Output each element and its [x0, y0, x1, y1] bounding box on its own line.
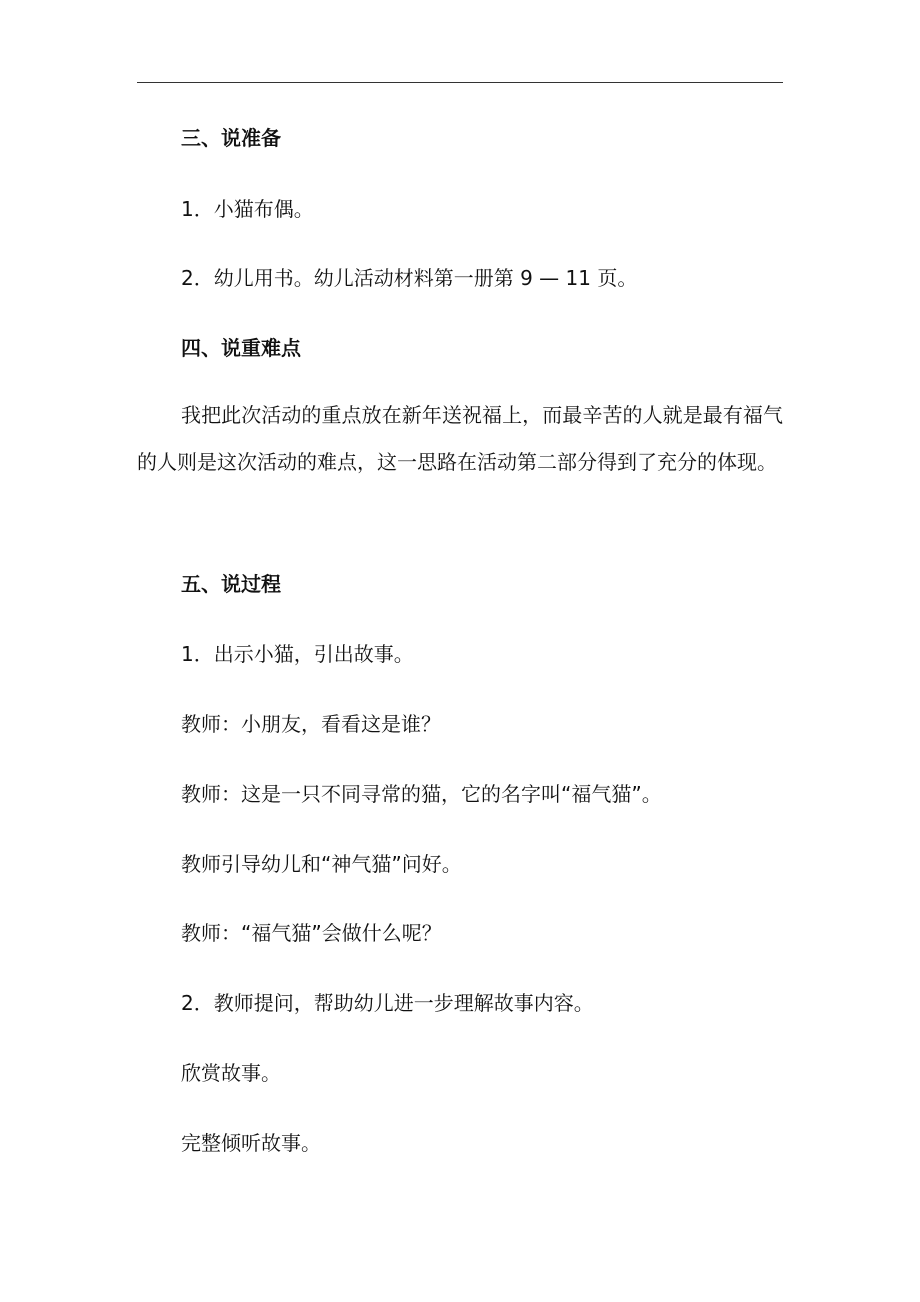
process-line: 完整倾听故事。 — [181, 1131, 321, 1155]
section-heading-key-points: 四、说重难点 — [181, 336, 301, 360]
section-heading-preparation: 三、说准备 — [181, 126, 281, 150]
list-item: 2．幼儿用书。幼儿活动材料第一册第 9 — 11 页。 — [181, 266, 638, 290]
process-line: 欣赏故事。 — [181, 1061, 281, 1085]
process-line: 1．出示小猫，引出故事。 — [181, 642, 414, 666]
process-line: 2．教师提问，帮助幼儿进一步理解故事内容。 — [181, 991, 594, 1015]
process-line: 教师引导幼儿和“神气猫”问好。 — [181, 852, 462, 876]
process-line: 教师：“福气猫”会做什么呢？ — [181, 921, 442, 945]
process-line: 教师：小朋友，看看这是谁？ — [181, 712, 441, 736]
header-rule — [137, 82, 783, 83]
process-line: 教师：这是一只不同寻常的猫，它的名字叫“福气猫”。 — [181, 782, 662, 806]
section-heading-process: 五、说过程 — [181, 572, 281, 596]
key-points-paragraph: 我把此次活动的重点放在新年送祝福上，而最辛苦的人就是最有福气的人则是这次活动的难点，这一思路在活动第二部分得到了充分的体现。 — [137, 403, 783, 474]
list-item: 1．小猫布偶。 — [181, 197, 314, 221]
